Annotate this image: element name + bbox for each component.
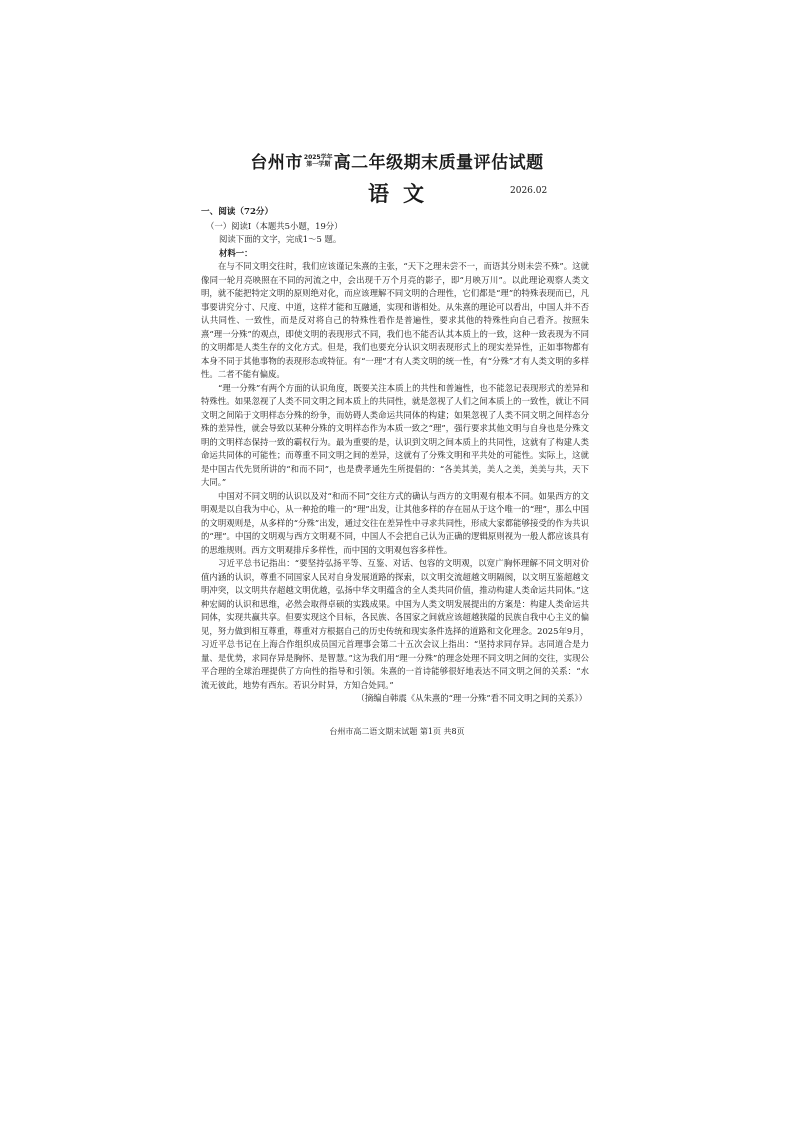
material-label: 材料一： <box>219 247 253 258</box>
subject-title: 语文 <box>368 182 438 206</box>
part-heading: （一）阅读Ⅰ（本题共5小题，19分） <box>206 220 343 231</box>
page-footer: 台州市高二语文期末试题 第1页 共8页 <box>329 727 465 736</box>
year-term-stack <box>304 154 333 168</box>
paragraph: 在与不同文明交往时，我们应该谨记朱熹的主张，“天下之理未尝不一，而语其分则未尝不殊”。这就像同一轮月亮映照在不同的河流之中，会出现千万个月亮的影子，即“月映万川”。以此理论观察人类文明，就不能把特定文明的原则绝对化，而应该理解不同文明的合理性，它们都是“理”的特殊表现而已，凡事要讲究分寸、尺度、中道，这样才能和互融通，实现和谐相处。从朱熹的理论可以看出，中国人并不否认共同性、一致性，而是反对将自己的特殊性看作是普遍性，要求其他的特殊性向自己看齐。按照朱熹“理一分殊”的观点，即使文明的表现形式不同，我们也不能否认其本质上的一致，这种一致表现为不同的文明都是人类生存的文化方式。但是，我们也要充分认识文明表现形式上的现实差异性，正如事物都有本身不同于其他事物的表现形态或特征。有“一理”才有人类文明的统一性，有“分殊”才有人类文明的多样性。二者不能有偏废。 <box>201 261 589 379</box>
year-term-top: 2025学年 <box>303 153 333 161</box>
instruction: 阅读下面的文字，完成1～5 题。 <box>219 234 342 244</box>
paragraph: 习近平总书记指出：“要坚持弘扬平等、互鉴、对话、包容的文明观，以宽广胸怀理解不同文明对价值内涵的认识，尊重不同国家人民对自身发展道路的探索，以文明交流超越文明隔阂，以文明互鉴超越文明冲突，以文明共存超越文明优越，弘扬中华文明蕴含的全人类共同价值，推动构建人类命运共同体。”这种宏阔的认识和思维，必然会取得卓硕的实践成果。中国为人类文明发展提出的方案是：构建人类命运共同体，实现共赢共享。但要实现这个目标，各民族、各国家之间就应该超越狭隘的民族自我中心主义的偏见，努力做到相互尊重，尊重对方根据自己的历史传统和现实条件选择的道路和文化理念。2025年9月，习近平总书记在上海合作组织成员国元首理事会第二十五次会议上指出：“坚持求同存异。志同道合是力量、是优势，求同存异是胸怀、是智慧。”这为我们用“理一分殊”的理念处理不同文明之间的交往，实现公平合理的全球治理提供了方向性的指导和引领。朱熹的一首诗能够很好地表达不同文明之间的关系：“水流无彼此，地势有西东。若识分时异，方知合处同。” <box>201 558 589 690</box>
exam-date: 2026.02 <box>510 186 548 196</box>
city-name: 台州市 <box>250 153 303 173</box>
reading-section <box>201 206 589 706</box>
year-term-bottom: 第一学期 <box>306 160 331 168</box>
paragraph: “理一分殊”有两个方面的认识角度，既要关注本质上的共性和普遍性，也不能忽记表现形式的差异和特殊性。如果忽视了人类不同文明之间本质上的共同性，就是忽视了人们之间本质上的一致性，就让不同文明之间陷于文明样态分殊的纷争，而妨碍人类命运共同体的构建；如果忽视了人类不同文明之间样态分殊的差异性，就会导致以某种分殊的文明样态作为本质一致之“理”，强行要求其他文明与自身也是分殊文明的文明样态保持一致的霸权行为。最为重要的是，认识到文明之间本质上的共同性，这就有了构建人类命运共同体的可能性；而尊重不同文明之间的差异，这就有了分殊文明和平共处的可能性。实际上，这就是中国古代先贤所讲的“和而不同”，也是费孝通先生所提倡的：“各美其美，美人之美，美美与共，天下大同。” <box>201 382 589 487</box>
section-heading: 一、阅读（72分） <box>201 207 274 217</box>
paragraph: 中国对不同文明的认识以及对“和而不同”交往方式的确认与西方的文明观有根本不同。如果西方的文明观是以自我为中心，从一种抢的唯一的“理”出发，让其他多样的存在屈从于这个唯一的“理”，那么中国的文明观则是，从多样的“分殊”出发，通过交往在差异性中寻求共同性，形成大家都能够接受的作为共识的“理”。中国的文明观与西方文明观不同，中国人不会把自己认为正确的逻辑原则视为一般人都应该具有的思维规则。西方文明观排斥多样性，而中国的文明观包容多样性。 <box>201 490 589 555</box>
exam-title <box>0 148 794 173</box>
exam-name: 高二年级期末质量评估试题 <box>333 153 544 173</box>
source-citation: （摘编自韩震《从朱熹的“理一分殊”看不同文明之间的关系》） <box>356 693 587 703</box>
